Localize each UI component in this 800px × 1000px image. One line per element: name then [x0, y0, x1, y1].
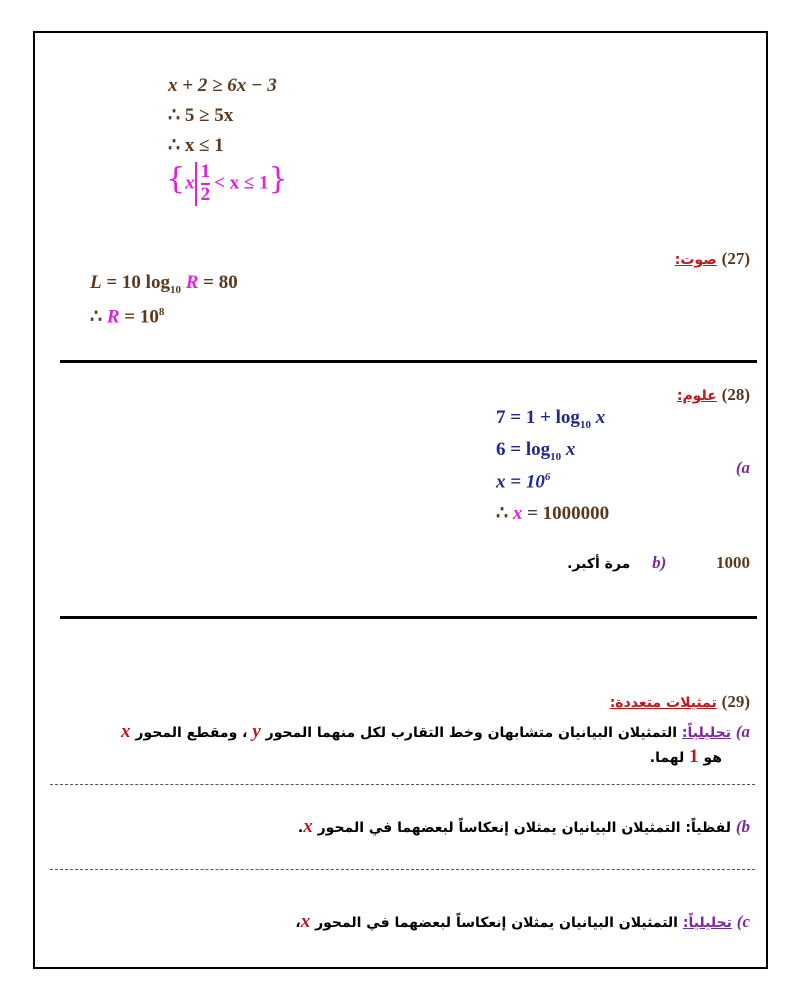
q28-part-a-label [736, 458, 750, 478]
eq-var-r: R [185, 272, 199, 293]
therefore-sign: ∴ [496, 503, 513, 524]
section-divider-1 [60, 360, 757, 363]
eq-lhs: L [90, 272, 102, 293]
part-end: . [297, 820, 304, 836]
part-text: لهما. [649, 750, 685, 766]
eq-log-base: 10 [169, 283, 181, 296]
fraction-denominator: 2 [200, 183, 211, 205]
eq-sub: 10 [550, 450, 562, 463]
dashed-divider-2 [50, 869, 755, 870]
eq-part: x = 10 [496, 471, 545, 493]
set-fraction [195, 162, 215, 206]
part-text: التمثيلان البيانيان متشابهان وخط التقارب لكل منهما المحور [265, 725, 678, 741]
inequality-line-3: ∴ x ≤ 1 [168, 135, 224, 156]
part-label: a) [735, 722, 750, 741]
eq-sup: 6 [544, 471, 551, 483]
eq-rhs: = 1000000 [522, 503, 610, 524]
part-text: التمثيلان البيانيان يمثلان إنعكاساً لبعضهما في المحور [317, 820, 681, 836]
solution-set [166, 162, 288, 206]
part-b-text: مرة أكبر. [567, 556, 631, 572]
q29-title: تمثيلات متعددة: [609, 695, 717, 711]
part-b-value: 1000 [716, 553, 750, 572]
q28-line-1 [496, 408, 605, 431]
q29-part-a-line-1 [121, 722, 750, 742]
eq-var: x [561, 439, 576, 460]
q28-part-b [567, 553, 750, 573]
part-text: ، ومقطع المحور [135, 725, 248, 741]
part-label: b) [652, 553, 667, 572]
inequality-line-1: x + 2 ≥ 6x − 3 [168, 75, 277, 96]
eq-rhs: = 80 [198, 272, 238, 293]
var-x: x [300, 911, 311, 932]
q27-equation-1 [90, 273, 238, 296]
part-keyword: لفظياً: [685, 820, 731, 836]
q27-equation-2 [90, 307, 164, 326]
eq-part: 7 = 1 + log [496, 407, 580, 428]
eq-sub: 10 [579, 418, 591, 431]
part-text: هو [703, 750, 722, 766]
eq-var: x [590, 407, 606, 428]
q28-line-2 [496, 440, 575, 463]
q29-header [610, 692, 750, 712]
value-one: 1 [689, 746, 699, 767]
part-label: c) [736, 912, 750, 931]
q29-number: (29) [721, 692, 750, 711]
part-label: a) [735, 458, 750, 477]
eq-var-r: R [106, 306, 120, 328]
q28-header [677, 385, 750, 405]
fraction-numerator: 1 [201, 162, 211, 185]
part-keyword: تحليلياً: [682, 915, 732, 931]
eq-part: 6 = log [496, 439, 551, 460]
q27-title: صوت: [674, 252, 717, 268]
right-brace: } [268, 161, 288, 197]
q29-part-c [295, 912, 750, 932]
var-x: x [303, 816, 313, 837]
eq-var-x: x [512, 503, 523, 524]
therefore-sign: ∴ [90, 306, 107, 328]
q29-part-a-line-2 [650, 747, 722, 767]
q28-title: علوم: [676, 388, 717, 404]
part-keyword: تحليلياً: [681, 725, 731, 741]
part-text: التمثيلان البيانيان يمثلان إنعكاساً لبعضهما في المحور [315, 915, 678, 931]
dashed-divider-1 [50, 784, 755, 785]
q27-header [675, 249, 750, 269]
left-brace: { [166, 161, 186, 197]
inequality-line-2: ∴ 5 ≥ 5x [168, 105, 234, 126]
eq-value: = 10 [119, 306, 159, 328]
q28-number: (28) [721, 385, 750, 404]
part-end: ، [295, 915, 301, 931]
section-divider-2 [60, 616, 757, 619]
eq-log: = 10 log [101, 272, 170, 293]
eq-exponent: 8 [158, 306, 165, 318]
q28-line-3 [496, 472, 550, 491]
var-x: x [121, 721, 131, 742]
q27-number: (27) [721, 249, 750, 268]
set-condition: < x ≤ 1 [214, 172, 269, 194]
part-label: b) [735, 817, 750, 836]
q29-part-b [298, 817, 750, 837]
set-variable: x [185, 172, 195, 194]
var-y: y [252, 721, 261, 742]
q28-final [496, 504, 609, 523]
